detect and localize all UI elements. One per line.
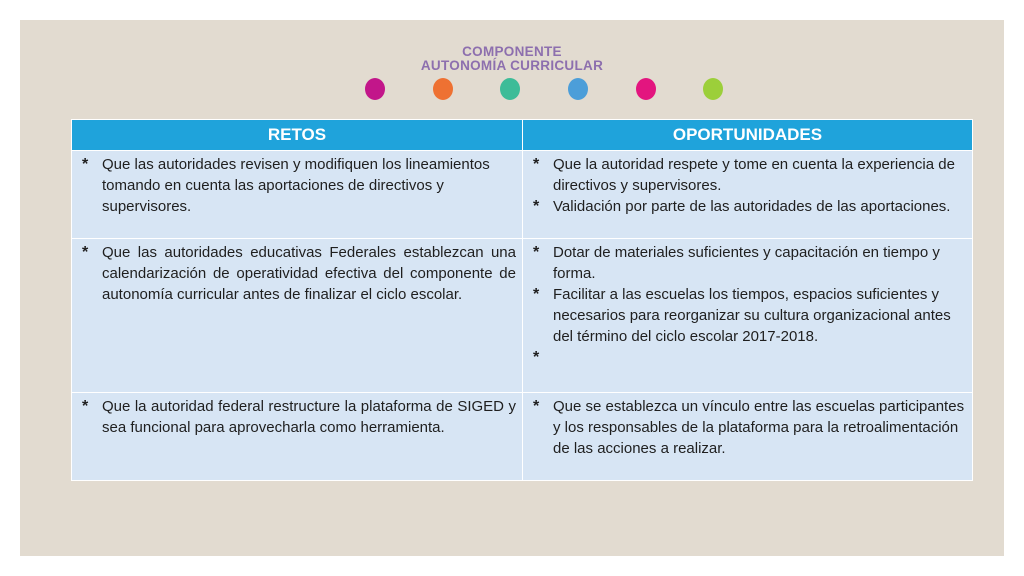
dot-blue — [568, 78, 588, 100]
bullet-icon: * — [82, 398, 89, 415]
retos-oportunidades-table — [71, 119, 973, 481]
item-text: Que se establezca un vínculo entre las escuelas participantes y los responsables de la plataforma para la retroalimentación de las acciones a realizar. — [553, 398, 965, 457]
table-row — [72, 393, 973, 481]
list-item — [78, 396, 516, 438]
header-retos: RETOS — [72, 120, 523, 151]
oportunidades-cell — [523, 151, 973, 239]
table-row — [72, 151, 973, 239]
dot-pink — [636, 78, 656, 100]
list-item — [78, 154, 516, 217]
oportunidades-cell — [523, 393, 973, 481]
bullet-icon: * — [533, 156, 540, 173]
header-oportunidades: OPORTUNIDADES — [523, 120, 973, 151]
bullet-icon: * — [82, 156, 89, 173]
bullet-icon: * — [82, 244, 89, 261]
item-text: Que las autoridades revisen y modifiquen los lineamientos tomando en cuenta las aportaciones de directivos y supervisores. — [102, 156, 490, 215]
list-item — [529, 242, 966, 284]
decorative-dots — [20, 78, 1004, 102]
item-text: Que la autoridad respete y tome en cuenta la experiencia de directivos y supervisores. — [553, 156, 955, 194]
bullet-icon: * — [533, 244, 540, 261]
retos-cell — [72, 239, 523, 393]
list-item — [529, 284, 966, 347]
list-item — [529, 154, 966, 196]
retos-cell — [72, 393, 523, 481]
bullet-icon: * — [533, 198, 540, 215]
slide — [20, 20, 1004, 556]
table-row — [72, 239, 973, 393]
dot-teal — [500, 78, 520, 100]
list-item — [529, 196, 966, 217]
item-text: Que la autoridad federal restructure la plataforma de SIGED y sea funcional para aprovecharla como herramienta. — [102, 398, 516, 436]
slide-title-line1: COMPONENTE — [462, 44, 562, 59]
dot-magenta — [365, 78, 385, 100]
table-header-row — [72, 120, 973, 151]
slide-title-line2: AUTONOMÍA CURRICULAR — [420, 58, 604, 73]
item-text: Validación por parte de las autoridades de las aportaciones. — [553, 198, 951, 215]
dot-orange — [433, 78, 453, 100]
item-text: Que las autoridades educativas Federales establezcan una calendarización de operatividad efectiva del componente de autonomía curricular antes de finalizar el ciclo escolar. — [102, 244, 516, 303]
item-text: Facilitar a las escuelas los tiempos, espacios suficientes y necesarios para reorganizar su cultura organizacional antes del término del ciclo escolar 2017-2018. — [553, 286, 951, 345]
item-text: Dotar de materiales suficientes y capacitación en tiempo y forma. — [553, 244, 940, 282]
bullet-icon: * — [533, 349, 540, 366]
list-item — [78, 242, 516, 305]
bullet-icon: * — [533, 398, 540, 415]
dot-green — [703, 78, 723, 100]
bullet-icon: * — [533, 286, 540, 303]
retos-cell — [72, 151, 523, 239]
list-item — [529, 396, 966, 459]
oportunidades-cell — [523, 239, 973, 393]
list-item — [529, 347, 966, 368]
